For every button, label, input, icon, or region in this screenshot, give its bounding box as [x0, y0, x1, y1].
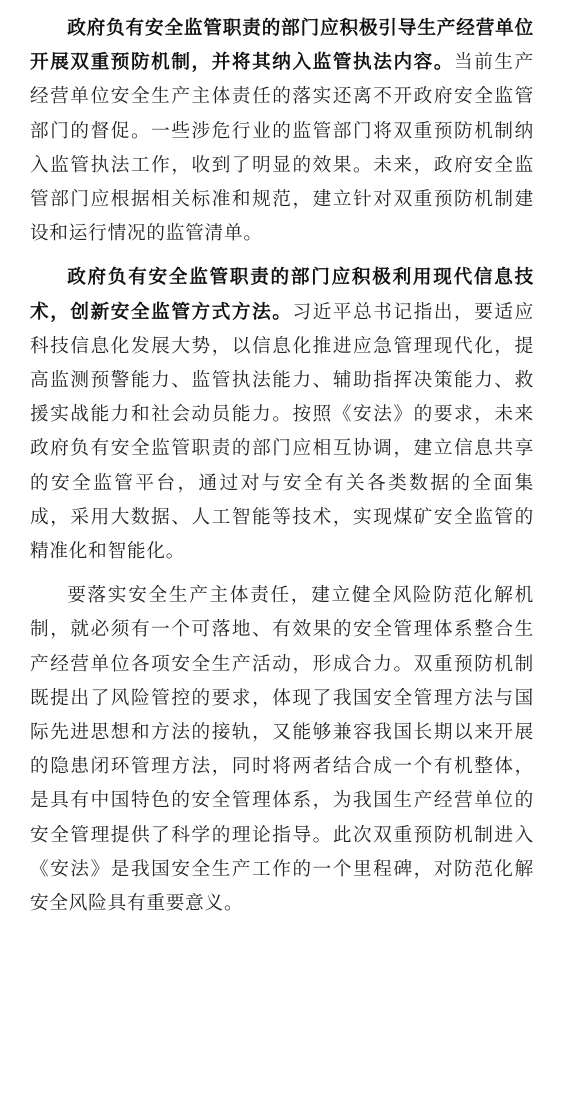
paragraph-regulator-guidance [30, 12, 534, 251]
paragraph-lead-text: 政府负有安全监管职责的部门应积极利用现代信息技术，创新安全监管方式方法。 [30, 267, 534, 323]
paragraph-body-text: 习近平总书记指出，要适应科技信息化发展大势，以信息化推进应急管理现代化，提高监测预警能力、监管执法能力、辅助指挥决策能力、救援实战能力和社会动员能力。按照《安法》的要求，未来政府负有安全监管职责的部门应相互协调，建立信息共享的安全监管平台，通过对与安全有关各类数据的全面集成，采用大数据、人工智能等技术，实现煤矿安全监管的精准化和智能化。 [30, 301, 534, 563]
paragraph-lead-text: 政府负有安全监管职责的部门应积极引导生产经营单位开展双重预防机制，并将其纳入监管执法内容。 [30, 18, 534, 74]
paragraph-information-technology [30, 261, 534, 569]
paragraph-body-text: 当前生产经营单位安全生产主体责任的落实还离不开政府安全监管部门的督促。一些涉危行业的监管部门将双重预防机制纳入监管执法工作，收到了明显的效果。未来，政府安全监管部门应根据相关标准和规范，建立针对双重预防机制建设和运行情况的监管清单。 [30, 52, 534, 245]
paragraph-body-text: 要落实安全生产主体责任，建立健全风险防范化解机制，就必须有一个可落地、有效果的安全管理体系整合生产经营单位各项安全生产活动，形成合力。双重预防机制既提出了风险管控的要求，体现了我国安全管理方法与国际先进思想和方法的接轨，又能够兼容我国长期以来开展的隐患闭环管理方法，同时将两者结合成一个有机整体，是具有中国特色的安全管理体系，为我国生产经营单位的安全管理提供了科学的理论指导。此次双重预防机制进入《安法》是我国安全生产工作的一个里程碑，对防范化解安全风险具有重要意义。 [30, 585, 534, 915]
article-body [30, 12, 534, 921]
paragraph-conclusion [30, 579, 534, 921]
